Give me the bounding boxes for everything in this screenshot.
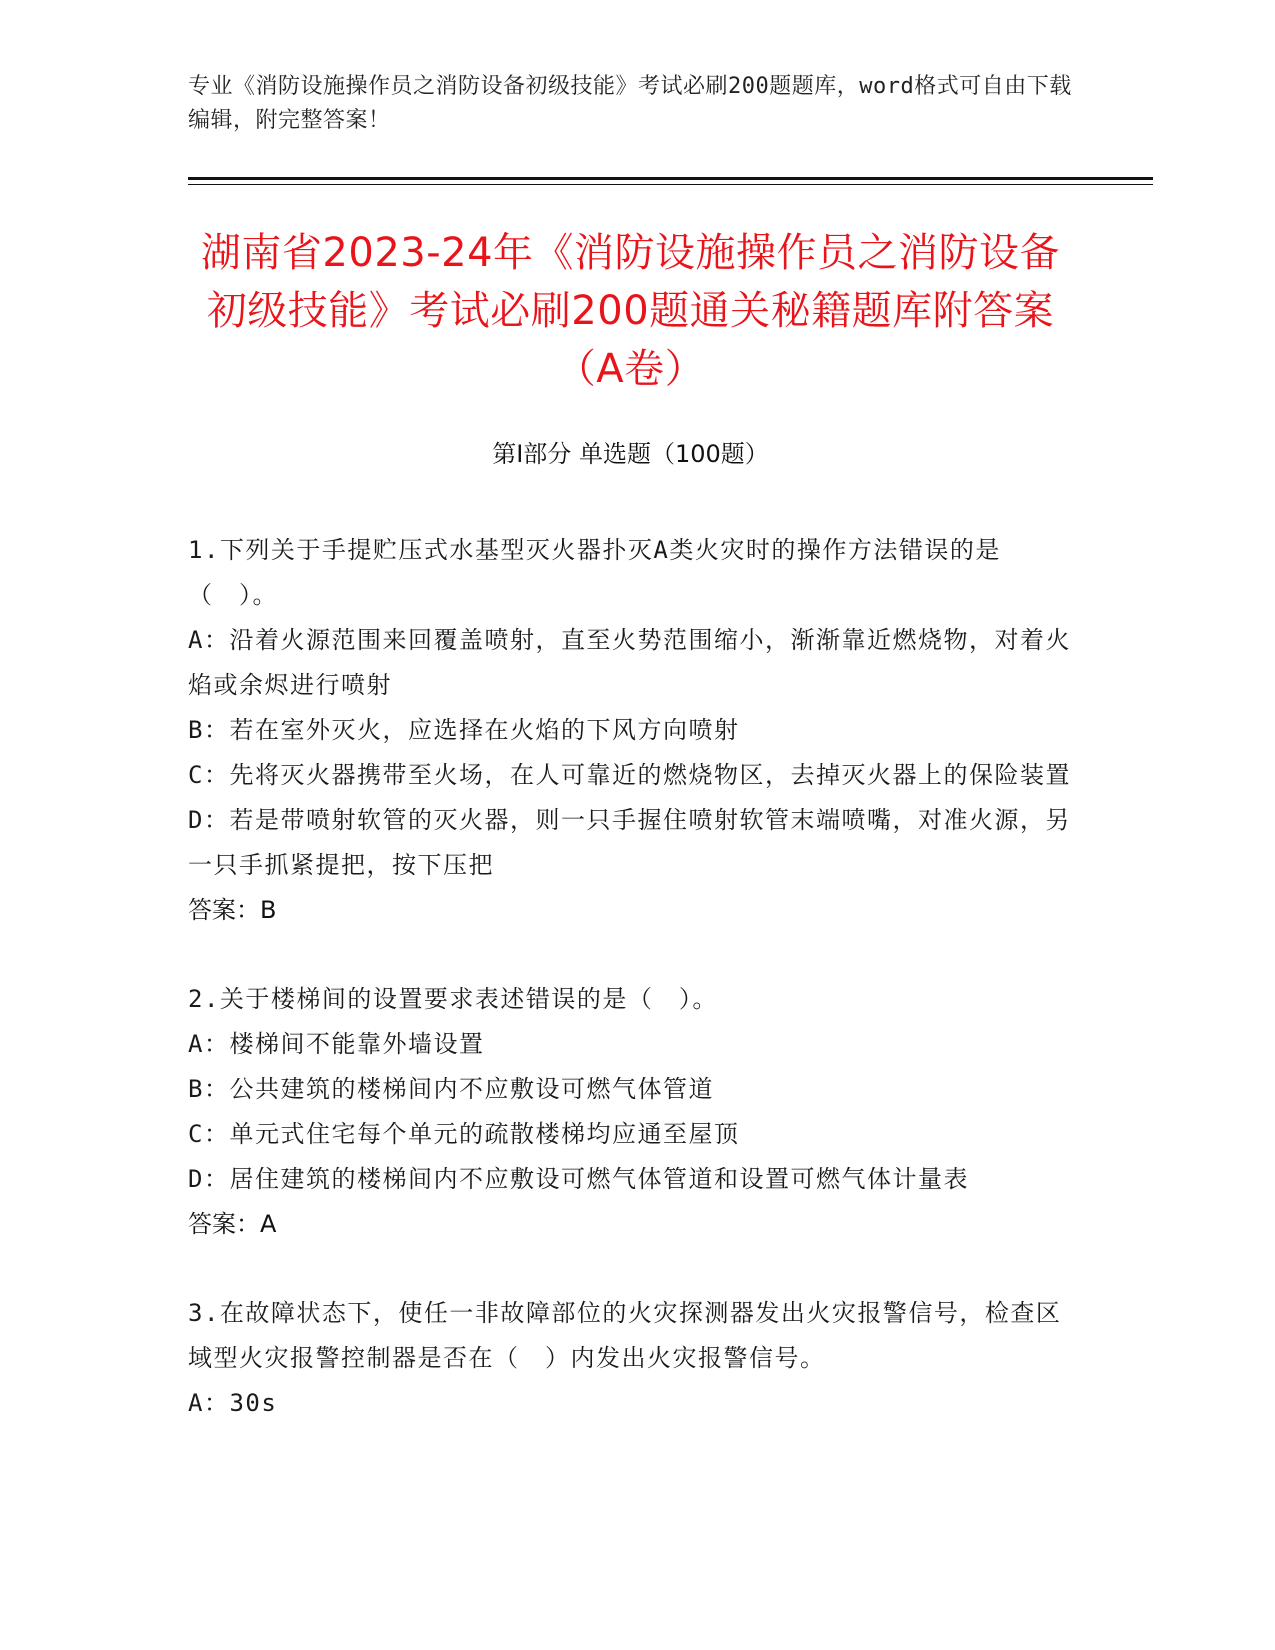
option-a: A：楼梯间不能靠外墙设置: [188, 1030, 485, 1058]
question-list: [188, 528, 1073, 1470]
option-d: D：居住建筑的楼梯间内不应敷设可燃气体管道和设置可燃气体计量表: [188, 1165, 969, 1193]
option-c: C：先将灭火器携带至火场，在人可靠近的燃烧物区，去掉灭火器上的保险装置: [188, 761, 1071, 789]
header-rule-thick: [188, 177, 1153, 180]
question-2: [188, 977, 1073, 1247]
question-stem: 2.关于楼梯间的设置要求表述错误的是（ ）。: [188, 985, 718, 1013]
question-stem: 3.在故障状态下，使任一非故障部位的火灾探测器发出火灾报警信号，检查区域型火灾报警控制器是否在（ ）内发出火灾报警信号。: [188, 1299, 1062, 1372]
header-note: 专业《消防设施操作员之消防设备初级技能》考试必刷200题题库，word格式可自由下载编辑，附完整答案！: [188, 74, 1072, 133]
question-stem: 1.下列关于手提贮压式水基型灭火器扑灭A类火灾时的操作方法错误的是（ ）。: [188, 536, 1001, 609]
header-rule-thin: [188, 184, 1153, 185]
option-b: B：公共建筑的楼梯间内不应敷设可燃气体管道: [188, 1075, 714, 1103]
option-d: D：若是带喷射软管的灭火器，则一只手握住喷射软管末端喷嘴，对准火源，另一只手抓紧提把，按下压把: [188, 806, 1071, 879]
option-b: B：若在室外灭火，应选择在火焰的下风方向喷射: [188, 716, 740, 744]
answer: 答案：A: [188, 1210, 277, 1238]
question-3: [188, 1291, 1073, 1426]
question-1: [188, 528, 1073, 933]
option-c: C：单元式住宅每个单元的疏散楼梯均应通至屋顶: [188, 1120, 740, 1148]
option-a: A：30s: [188, 1389, 278, 1417]
option-a: A：沿着火源范围来回覆盖喷射，直至火势范围缩小，渐渐靠近燃烧物，对着火焰或余烬进行喷射: [188, 626, 1071, 699]
document-title: 湖南省2023-24年《消防设施操作员之消防设备初级技能》考试必刷200题通关秘籍题库附答案（A卷）: [200, 230, 1061, 392]
answer: 答案：B: [188, 896, 277, 924]
section-title: 第I部分 单选题（100题）: [492, 440, 769, 468]
